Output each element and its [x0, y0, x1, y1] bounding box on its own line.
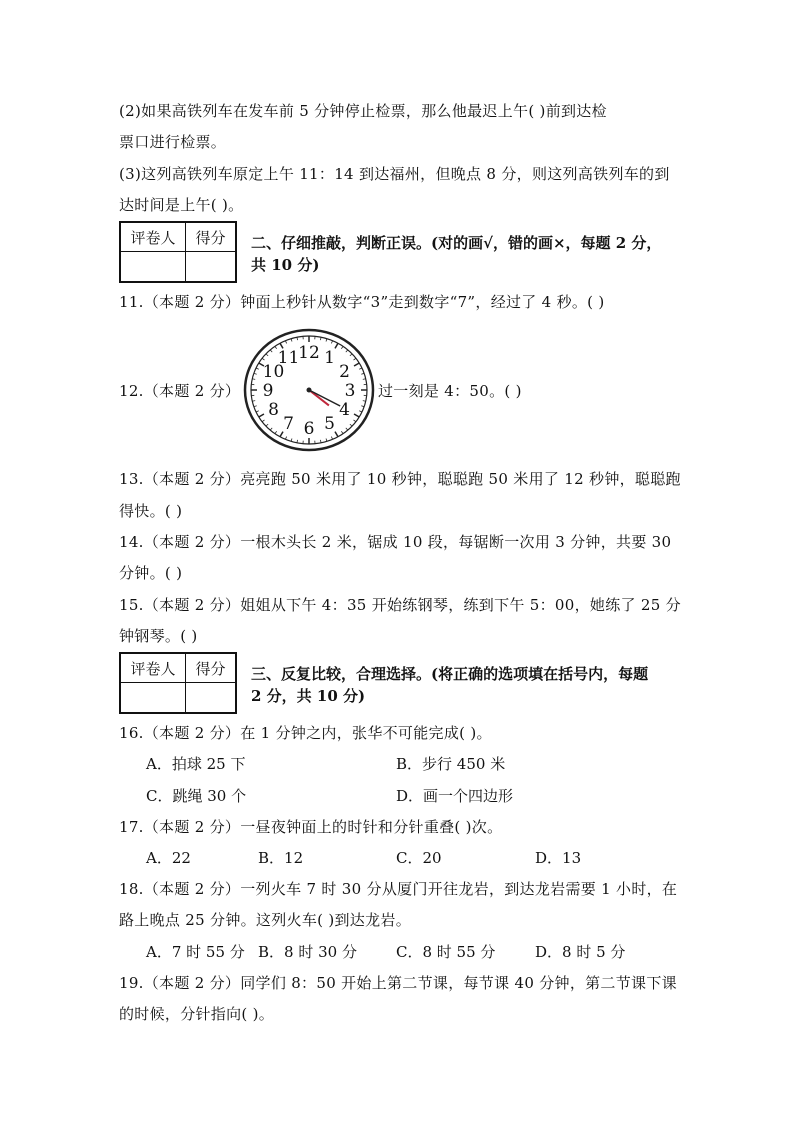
- clock-number: 10: [262, 362, 285, 382]
- q16-option-a[interactable]: A．拍球 25 下: [146, 755, 246, 773]
- reviewer-label: 评卷人: [121, 223, 186, 252]
- score-label: 得分: [186, 654, 235, 683]
- clock-face-icon: [242, 327, 376, 453]
- question-12-suffix: 过一刻是 4：50。( ): [378, 382, 522, 400]
- q17-option-a[interactable]: A．22: [146, 849, 191, 867]
- section2-title-line1: 二、仔细推敲，判断正误。(对的画√，错的画×，每题 2 分，: [251, 234, 662, 252]
- q10-part3-line1: (3)这列高铁列车原定上午 11：14 到达福州，但晚点 8 分，则这列高铁列车的到: [119, 165, 670, 183]
- question-19-line2: 的时候，分针指向( )。: [119, 1005, 275, 1023]
- clock-number: 5: [324, 413, 335, 434]
- score-field[interactable]: [186, 683, 235, 712]
- q18-option-b[interactable]: B．8 时 30 分: [258, 943, 357, 961]
- clock-number: 8: [268, 400, 279, 420]
- question-19-line1: 19.（本题 2 分）同学们 8：50 开始上第二节课，每节课 40 分钟，第二节课下课: [119, 974, 677, 992]
- question-14-line1: 14.（本题 2 分）一根木头长 2 米，锯成 10 段，每锯断一次用 3 分钟，共要 30: [119, 533, 672, 551]
- question-18-line2: 路上晚点 25 分钟。这列火车( )到达龙岩。: [119, 911, 411, 929]
- clock-number: 11: [277, 348, 300, 369]
- clock-center: [307, 388, 312, 393]
- question-13-line2: 得快。( ): [119, 502, 183, 520]
- q10-part3-line2: 达时间是上午( )。: [119, 196, 244, 214]
- clock-number: 2: [339, 362, 350, 382]
- q16-option-c[interactable]: C．跳绳 30 个: [146, 787, 247, 805]
- question-11: 11.（本题 2 分）钟面上秒针从数字“3”走到数字“7”，经过了 4 秒。( ): [119, 293, 605, 311]
- section2-title-line2: 共 10 分): [251, 256, 320, 274]
- clock-number: 12: [298, 343, 320, 363]
- question-16: 16.（本题 2 分）在 1 分钟之内，张华不可能完成( )。: [119, 724, 492, 742]
- question-15-line1: 15.（本题 2 分）姐姐从下午 4：35 开始练钢琴，练到下午 5：00，她练了 25 分: [119, 596, 681, 614]
- question-12-prefix: 12.（本题 2 分）: [119, 382, 241, 400]
- score-field[interactable]: [186, 252, 235, 281]
- q16-option-d[interactable]: D．画一个四边形: [396, 787, 514, 805]
- question-13-line1: 13.（本题 2 分）亮亮跑 50 米用了 10 秒钟，聪聪跑 50 米用了 12 秒钟，聪聪跑: [119, 470, 681, 488]
- q18-option-d[interactable]: D．8 时 5 分: [535, 943, 626, 961]
- question-15-line2: 钟钢琴。( ): [119, 627, 198, 645]
- clock-number: 1: [324, 348, 335, 369]
- reviewer-label: 评卷人: [121, 654, 186, 683]
- reviewer-field[interactable]: [121, 252, 186, 281]
- clock-number: 9: [262, 381, 274, 401]
- reviewer-field[interactable]: [121, 683, 186, 712]
- question-18-line1: 18.（本题 2 分）一列火车 7 时 30 分从厦门开往龙岩，到达龙岩需要 1 小时，在: [119, 880, 678, 898]
- clock-number: 4: [339, 400, 350, 420]
- question-14-line2: 分钟。( ): [119, 564, 183, 582]
- section3-title-line2: 2 分，共 10 分): [251, 687, 366, 705]
- clock-number: 3: [344, 381, 356, 401]
- q17-option-c[interactable]: C．20: [396, 849, 442, 867]
- question-17: 17.（本题 2 分）一昼夜钟面上的时针和分针重叠( )次。: [119, 818, 503, 836]
- clock-number: 7: [283, 413, 294, 434]
- q18-option-a[interactable]: A．7 时 55 分: [146, 943, 245, 961]
- score-label: 得分: [186, 223, 235, 252]
- score-box-section2: [119, 221, 237, 283]
- q10-part2-line2: 票口进行检票。: [119, 133, 227, 151]
- q17-option-b[interactable]: B．12: [258, 849, 304, 867]
- q18-option-c[interactable]: C．8 时 55 分: [396, 943, 496, 961]
- clock-number: 6: [303, 419, 315, 439]
- q16-option-b[interactable]: B．步行 450 米: [396, 755, 506, 773]
- section3-title-line1: 三、反复比较，合理选择。(将正确的选项填在括号内，每题: [251, 665, 649, 683]
- q17-option-d[interactable]: D．13: [535, 849, 582, 867]
- q10-part2-line1: (2)如果高铁列车在发车前 5 分钟停止检票，那么他最迟上午( )前到达检: [119, 102, 607, 120]
- score-box-section3: [119, 652, 237, 714]
